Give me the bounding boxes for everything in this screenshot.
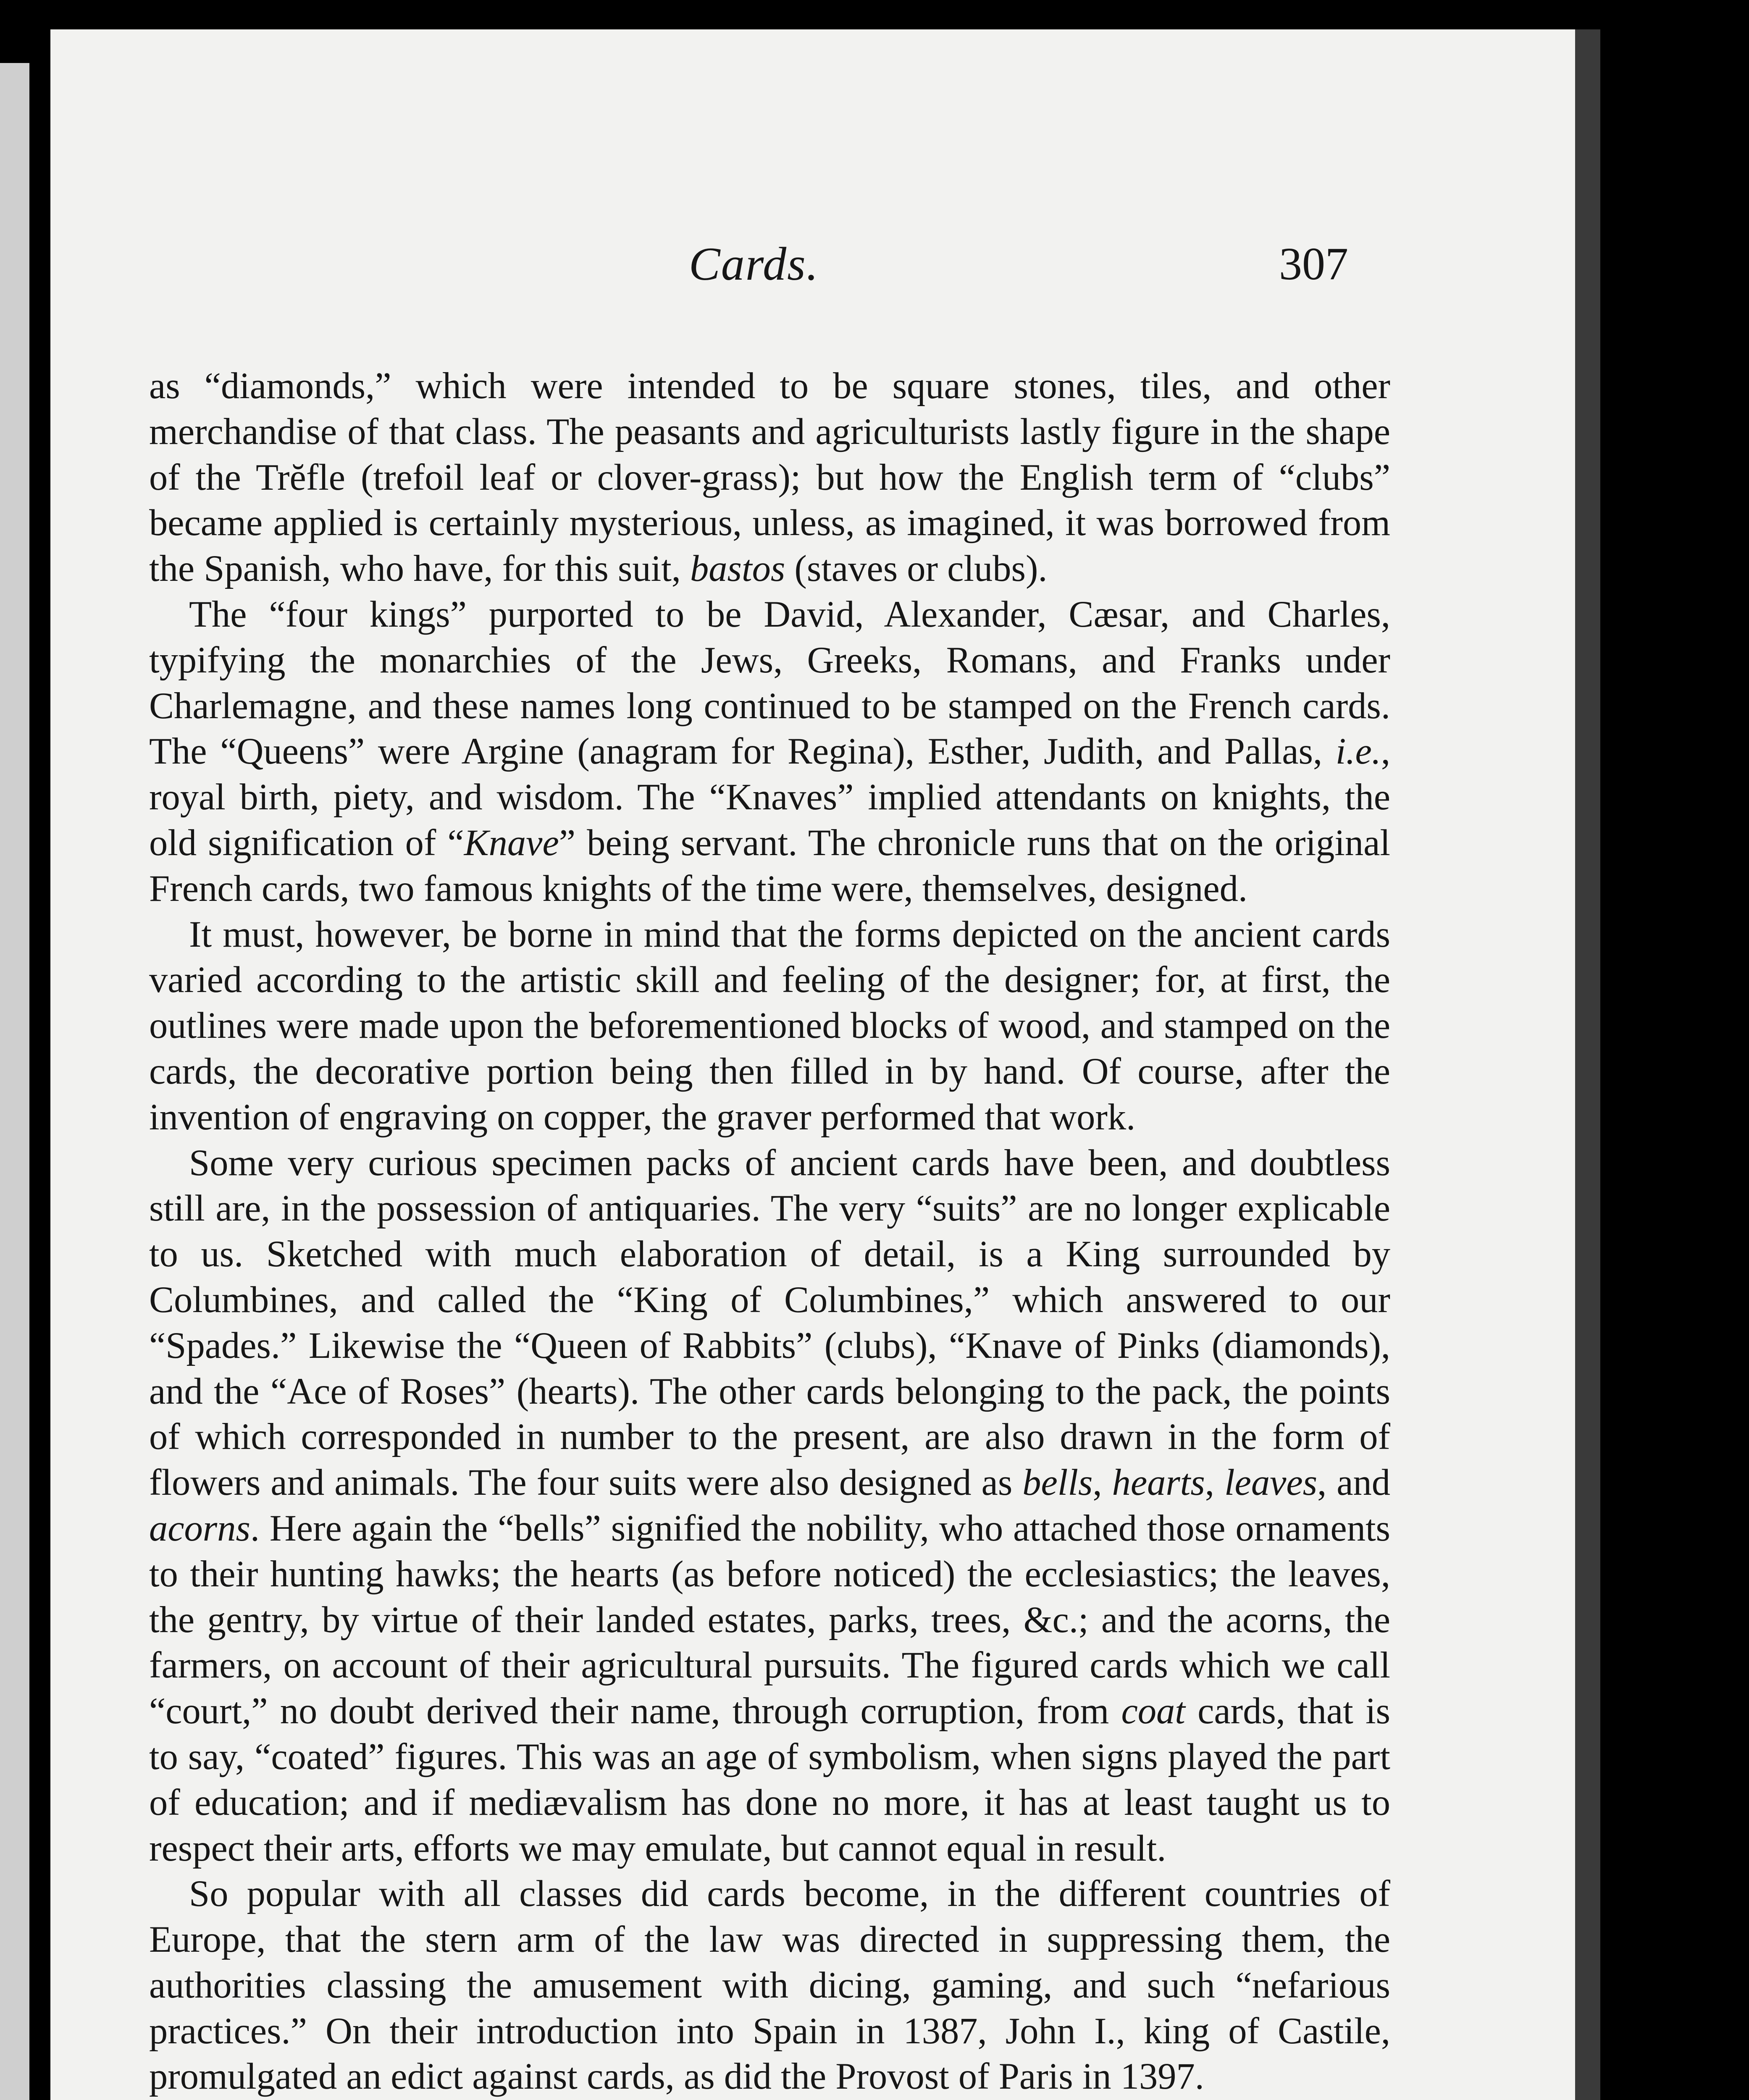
body-text bbox=[149, 363, 1390, 2100]
text-run: So popular with all classes did cards become, in the different countries of Europe, that the stern arm of the law was directed in suppressing them, the authorities classing the amusement with dicing, gaming, and such “nefarious practices.” On their introduction into Spain in 1387, John I., king of Castile, promulgated an edict against cards, as did the Provost of Paris in 1397. bbox=[149, 1873, 1390, 2097]
text-run: , royal birth, piety, and wisdom. The “Knaves” implied attendants on knights, the old signification of “ bbox=[149, 731, 1390, 864]
text-run: as “diamonds,” which were intended to be square stones, tiles, and other merchandise of that class. The peasants and agriculturists lastly figure in the shape of the Trĕfle (trefoil leaf or clover-grass); but how the English term of “clubs” became applied is certainly mysterious, unless, as imagined, it was borrowed from the Spanish, who have, for this suit, bbox=[149, 365, 1390, 590]
italic-run: hearts bbox=[1112, 1462, 1205, 1504]
italic-run: bastos bbox=[690, 548, 785, 590]
paragraph bbox=[149, 912, 1390, 1140]
italic-run: Knave bbox=[464, 822, 559, 864]
text-run: , and bbox=[1317, 1462, 1391, 1504]
text-run: (staves or clubs). bbox=[785, 548, 1048, 590]
italic-run: leaves bbox=[1224, 1462, 1318, 1504]
italic-run: coat bbox=[1121, 1690, 1185, 1732]
text-run: The “four kings” purported to be David, Alexander, Cæsar, and Charles, typifying the monarchies of the Jews, Greeks, Romans, and Franks under Charlemagne, and these names long continued to be stamped on the French cards. The “Queens” were Argine (anagram for Regina), Esther, Judith, and Pallas, bbox=[149, 593, 1390, 772]
paragraph bbox=[149, 363, 1390, 592]
adjacent-page-edge bbox=[0, 63, 29, 2100]
text-run: cards, that is to say, “coated” figures. This was an age of symbolism, when signs played the part of education; and if mediævalism has done no more, it has at least taught us to respect their arts, efforts we may emulate, but cannot equal in result. bbox=[149, 1690, 1390, 1869]
paragraph bbox=[149, 1871, 1390, 2100]
text-run: ” being servant. The chronicle runs that on the original French cards, two famous knights of the time were, themselves, designed. bbox=[149, 822, 1390, 909]
text-run: , bbox=[1205, 1462, 1224, 1504]
text-run: , bbox=[1092, 1462, 1112, 1504]
italic-run: acorns bbox=[149, 1507, 250, 1549]
text-run: It must, however, be borne in mind that the forms depicted on the ancient cards varied according to the artistic skill and feeling of the designer; for, at first, the outlines were made upon the beforementioned blocks of wood, and stamped on the cards, the decorative portion being then filled in by hand. Of course, after the invention of engraving on copper, the graver performed that work. bbox=[149, 914, 1390, 1138]
book-page bbox=[50, 29, 1575, 2100]
paragraph bbox=[149, 592, 1390, 912]
italic-run: i.e. bbox=[1335, 731, 1381, 772]
paragraph bbox=[149, 1140, 1390, 1872]
text-run: Some very curious specimen packs of ancient cards have been, and doubtless still are, in the possession of antiquaries. The very “suits” are no longer explicable to us. Sketched with much elaboration of detail, is a King surrounded by Columbines, and called the “King of Columbines,” which answered to our “Spades.” Likewise the “Queen of Rabbits” (clubs), “Knave of Pinks (diamonds), and the “Ace of Roses” (hearts). The other cards belonging to the pack, the points of which corresponded in number to the present, are also drawn in the form of flowers and animals. The four suits were also designed as bbox=[149, 1142, 1390, 1504]
page-gutter-edge bbox=[1575, 29, 1600, 2100]
italic-run: bells bbox=[1022, 1462, 1093, 1504]
text-run: . Here again the “bells” signified the nobility, who attached those ornaments to their hunting hawks; the hearts (as before noticed) the ecclesiastics; the leaves, the gentry, by virtue of their landed estates, parks, trees, &c.; and the acorns, the farmers, on account of their agricultural pursuits. The figured cards which we call “court,” no doubt derived their name, through corruption, from bbox=[149, 1507, 1390, 1732]
running-title: Cards. bbox=[689, 238, 819, 290]
running-head bbox=[50, 237, 1575, 321]
page-number: 307 bbox=[1279, 238, 1348, 289]
